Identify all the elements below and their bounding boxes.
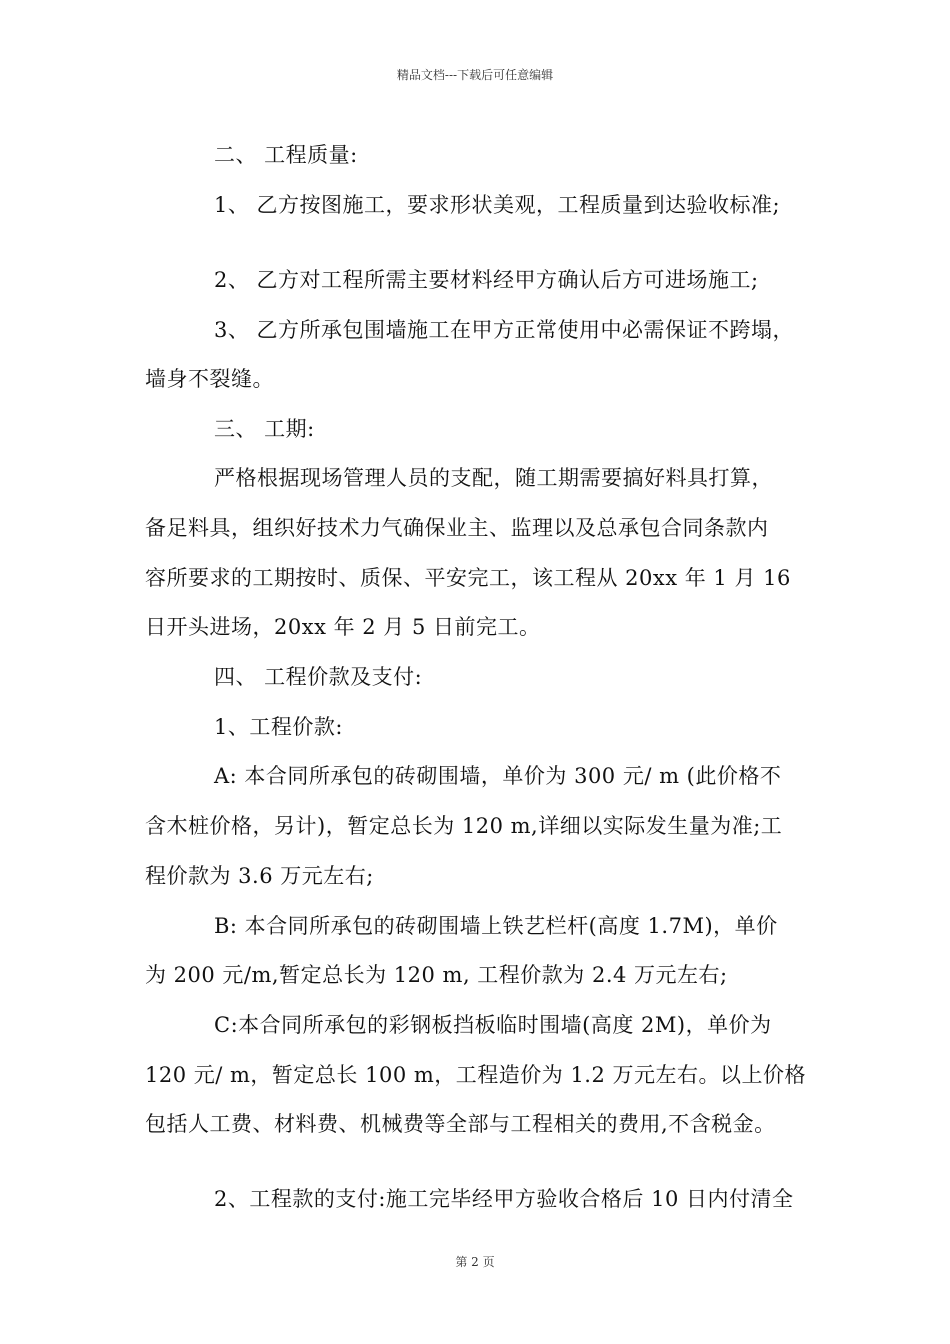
paragraph-line: 2、 乙方对工程所需主要材料经甲方确认后方可进场施工; [214,268,759,292]
paragraph-line: 容所要求的工期按时、质保、平安完工，该工程从 20xx 年 1 月 16 [145,566,791,590]
paragraph-line: 1、 乙方按图施工，要求形状美观，工程质量到达验收标准; [214,193,781,217]
paragraph-line: 墙身不裂缝。 [145,367,274,391]
paragraph-line: 包括人工费、材料费、机械费等全部与工程相关的费用,不含税金。 [145,1112,776,1136]
page-header: 精品文档---下载后可任意编辑 [396,68,554,82]
paragraph-line: 3、 乙方所承包围墙施工在甲方正常使用中必需保证不跨塌， [214,318,795,342]
paragraph-line: A: 本合同所承包的砖砌围墙，单价为 300 元/ m (此价格不 [214,764,782,788]
paragraph-line: C:本合同所承包的彩钢板挡板临时围墙(高度 2M)，单价为 [214,1013,772,1037]
section-schedule-heading: 三、 工期: [214,417,315,441]
paragraph-line: 备足料具，组织好技术力气确保业主、监理以及总承包合同条款内 [145,516,769,540]
paragraph-line: 日开头进场，20xx 年 2 月 5 日前完工。 [145,615,541,639]
paragraph-line: 2、工程款的支付:施工完毕经甲方验收合格后 10 日内付清全 [214,1187,794,1211]
paragraph-line: 程价款为 3.6 万元左右; [145,864,374,888]
paragraph-line: 严格根据现场管理人员的支配，随工期需要搞好料具打算， [214,466,773,490]
paragraph-line: B: 本合同所承包的砖砌围墙上铁艺栏杆(高度 1.7M)，单价 [214,914,778,938]
paragraph-line: 含木桩价格，另计)，暂定总长为 120 m,详细以实际发生量为准;工 [145,814,783,838]
paragraph-line: 120 元/ m，暂定总长 100 m，工程造价为 1.2 万元左右。以上价格 [145,1063,807,1087]
paragraph-line: 为 200 元/m,暂定总长为 120 m, 工程价款为 2.4 万元左右; [145,963,728,987]
section-quality-heading: 二、 工程质量: [214,143,358,167]
subsection-price-heading: 1、工程价款: [214,715,343,739]
page-number: 第 2 页 [455,1255,495,1269]
section-payment-heading: 四、 工程价款及支付: [214,665,423,689]
